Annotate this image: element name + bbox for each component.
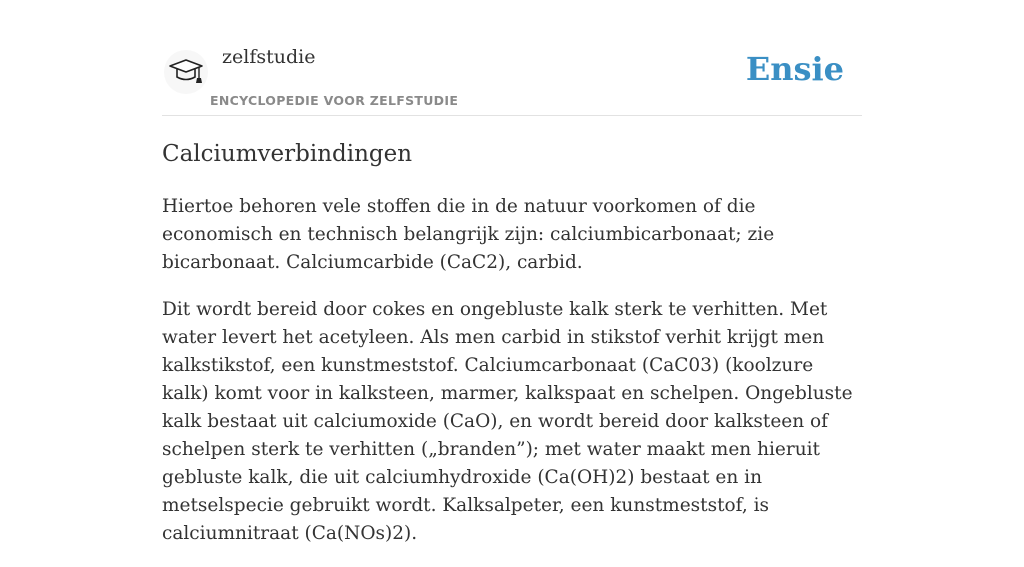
article-paragraph: Hiertoe behoren vele stoffen die in de natuur voorkomen of die economisch en technisch belangrijk zijn: calciumbicarbonaat; zie bicarbonaat. Calciumcarbide (CaC2), carbid. bbox=[162, 196, 775, 273]
site-tagline: ENCYCLOPEDIE VOOR ZELFSTUDIE bbox=[210, 93, 459, 108]
article-title: Calciumverbindingen bbox=[162, 141, 413, 167]
site-name[interactable]: zelfstudie bbox=[222, 46, 316, 68]
site-logo[interactable] bbox=[164, 50, 208, 94]
article-paragraph: Dit wordt bereid door cokes en ongebluste kalk sterk te verhitten. Met water levert het acetyleen. Als men carbid in stikstof verhit krijgt men kalkstikstof, een kunstmeststof. Calciumcarbonaat (CaC03) (koolzure kalk) komt voor in kalksteen, marmer, kalkspaat en schelpen. Ongebluste kalk bestaat uit calciumoxide (CaO), en wordt bereid door kalksteen of schelpen sterk te verhitten („branden”); met water maakt men hieruit gebluste kalk, die uit calciumhydroxide (Ca(OH)2) bestaat en in metselspecie gebruikt wordt. Kalksalpeter, een kunstmeststof, is calciumnitraat (Ca(NOs)2). bbox=[162, 299, 853, 544]
ensie-brand-link[interactable]: Ensie bbox=[745, 50, 844, 88]
site-header bbox=[162, 40, 862, 116]
article bbox=[162, 136, 862, 567]
